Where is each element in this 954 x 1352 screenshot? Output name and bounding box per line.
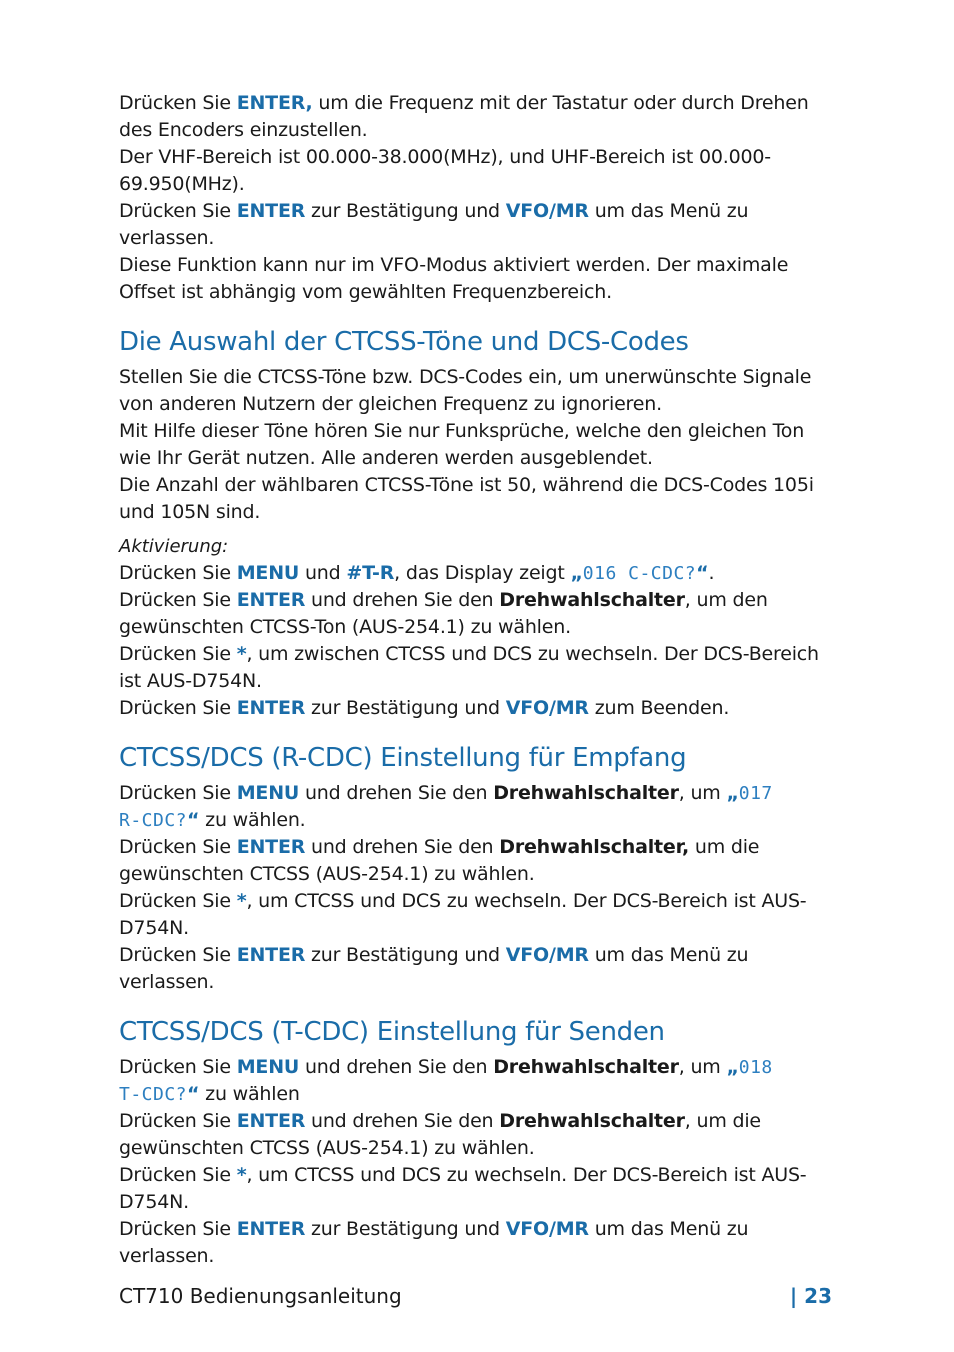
text: und drehen Sie den <box>305 589 500 611</box>
manual-title: CT710 Bedienungsanleitung <box>119 1284 402 1308</box>
text: um das Menü zu verlassen. <box>119 944 749 993</box>
text: um das Menü zu verlassen. <box>119 200 749 249</box>
text: , um zwischen CTCSS und DCS zu wechseln. Der DCS-Bereich ist AUS-D754N. <box>119 643 819 692</box>
section-title-r-cdc: CTCSS/DCS (R-CDC) Einstellung für Empfang <box>119 743 687 773</box>
text: Drücken Sie <box>119 92 237 114</box>
text: zu wählen. <box>199 809 306 831</box>
text: Drücken Sie <box>119 589 237 611</box>
key-enter: ENTER <box>236 944 306 966</box>
page-number: | 23 <box>789 1284 832 1308</box>
s2-step-4 <box>119 942 839 996</box>
lcd-display-text: R-CDC? <box>119 810 188 831</box>
text: zu wählen <box>199 1083 300 1105</box>
text: zur Bestätigung und <box>305 944 506 966</box>
s1-paragraph-1: Stellen Sie die CTCSS-Töne bzw. DCS-Codes ein, um unerwünschte Signale von anderen Nutzern der gleichen Frequenz zu ignorieren. <box>119 366 812 415</box>
text: Drücken Sie <box>119 1164 237 1186</box>
text: Drücken Sie <box>119 643 237 665</box>
section-title-t-cdc: CTCSS/DCS (T-CDC) Einstellung für Senden <box>119 1017 665 1047</box>
text: und drehen Sie den <box>299 782 494 804</box>
text: Drücken Sie <box>119 697 237 719</box>
lcd-display-text: 016 C-CDC? <box>582 563 697 584</box>
s2-step-1 <box>119 780 839 834</box>
text: zur Bestätigung und <box>305 1218 506 1240</box>
s3-step-3 <box>119 1162 839 1216</box>
bold-term: Drehwahlschalter <box>499 1110 685 1132</box>
text: Drücken Sie <box>119 782 237 804</box>
s3-step-1 <box>119 1054 839 1108</box>
text: Drücken Sie <box>119 944 237 966</box>
intro-vfo-paragraph: Diese Funktion kann nur im VFO-Modus aktiviert werden. Der maximale Offset ist abhängig vom gewählten Frequenzbereich. <box>119 254 789 303</box>
key-enter: ENTER <box>236 1218 306 1240</box>
text: Drücken Sie <box>119 200 237 222</box>
page-content <box>119 90 839 1270</box>
text: und <box>299 562 347 584</box>
s2-step-2 <box>119 834 839 888</box>
s1-step-4 <box>119 695 839 722</box>
quote-close: “ <box>696 562 709 584</box>
key-enter: ENTER <box>236 697 306 719</box>
key-menu: MENU <box>236 562 300 584</box>
section-title-ctcss-dcs: Die Auswahl der CTCSS-Töne und DCS-Codes <box>119 327 689 357</box>
intro-range-paragraph: Der VHF-Bereich ist 00.000-38.000(MHz), und UHF-Bereich ist 00.000-69.950(MHz). <box>119 146 771 195</box>
s1-paragraph-2: Mit Hilfe dieser Töne hören Sie nur Funksprüche, welche den gleichen Ton wie Ihr Gerät nutzen. Alle anderen werden ausgeblendet. <box>119 420 805 469</box>
quote-close: “ <box>187 1083 200 1105</box>
key-vfo-mr: VFO/MR <box>505 1218 589 1240</box>
text: , um die gewünschten CTCSS (AUS-254.1) zu wählen. <box>119 1110 761 1159</box>
key-vfo-mr: VFO/MR <box>505 944 589 966</box>
s1-paragraph-3: Die Anzahl der wählbaren CTCSS-Töne ist 50, während die DCS-Codes 105i und 105N sind. <box>119 474 814 523</box>
text: , um den gewünschten CTCSS-Ton (AUS-254.1) zu wählen. <box>119 589 768 638</box>
text: Drücken Sie <box>119 890 237 912</box>
lcd-display-text: 017 <box>738 783 773 804</box>
bold-term: Drehwahlschalter <box>499 589 685 611</box>
s1-step-1 <box>119 560 839 587</box>
bold-term: Drehwahlschalter, <box>499 836 690 858</box>
text: um die Frequenz mit der Tastatur oder durch Drehen des Encoders einzustellen. <box>119 92 809 141</box>
s3-step-4 <box>119 1216 839 1270</box>
text: , das Display zeigt <box>394 562 571 584</box>
key-enter: ENTER <box>236 1110 306 1132</box>
lcd-display-text: T-CDC? <box>119 1084 188 1105</box>
text: . <box>708 562 715 584</box>
s1-step-3 <box>119 641 839 695</box>
text: Drücken Sie <box>119 1056 237 1078</box>
text: Drücken Sie <box>119 836 237 858</box>
text: und drehen Sie den <box>305 1110 500 1132</box>
text: zum Beenden. <box>588 697 730 719</box>
intro-enter-paragraph <box>119 90 839 144</box>
quote-open: „ <box>570 562 583 584</box>
key-enter: ENTER <box>236 836 306 858</box>
s2-step-3 <box>119 888 839 942</box>
text: Drücken Sie <box>119 562 237 584</box>
bold-term: Drehwahlschalter <box>493 782 679 804</box>
key-vfo-mr: VFO/MR <box>505 200 589 222</box>
bold-term: Drehwahlschalter <box>493 1056 679 1078</box>
text: um die gewünschten CTCSS (AUS-254.1) zu wählen. <box>119 836 760 885</box>
key-star: * <box>236 1164 247 1186</box>
quote-open: „ <box>726 782 739 804</box>
text: , um <box>678 1056 727 1078</box>
intro-confirm-paragraph <box>119 198 839 252</box>
lcd-display-text: 018 <box>738 1057 773 1078</box>
quote-close: “ <box>187 809 200 831</box>
text: zur Bestätigung und <box>305 697 506 719</box>
key-menu: MENU <box>236 782 300 804</box>
key-menu: MENU <box>236 1056 300 1078</box>
key-vfo-mr: VFO/MR <box>505 697 589 719</box>
s3-step-2 <box>119 1108 839 1162</box>
key-t-r: #T-R <box>346 562 395 584</box>
key-enter: ENTER, <box>236 92 313 114</box>
text: und drehen Sie den <box>299 1056 494 1078</box>
key-enter: ENTER <box>236 589 306 611</box>
key-star: * <box>236 643 247 665</box>
quote-open: „ <box>726 1056 739 1078</box>
text: zur Bestätigung und <box>305 200 506 222</box>
text: um das Menü zu verlassen. <box>119 1218 749 1267</box>
page-footer <box>119 1284 832 1308</box>
activation-label: Aktivierung: <box>119 536 229 557</box>
text: , um CTCSS und DCS zu wechseln. Der DCS-Bereich ist AUS-D754N. <box>119 890 807 939</box>
s1-step-2 <box>119 587 839 641</box>
text: , um CTCSS und DCS zu wechseln. Der DCS-Bereich ist AUS-D754N. <box>119 1164 807 1213</box>
key-star: * <box>236 890 247 912</box>
key-enter: ENTER <box>236 200 306 222</box>
text: Drücken Sie <box>119 1218 237 1240</box>
text: Drücken Sie <box>119 1110 237 1132</box>
text: und drehen Sie den <box>305 836 500 858</box>
text: , um <box>678 782 727 804</box>
